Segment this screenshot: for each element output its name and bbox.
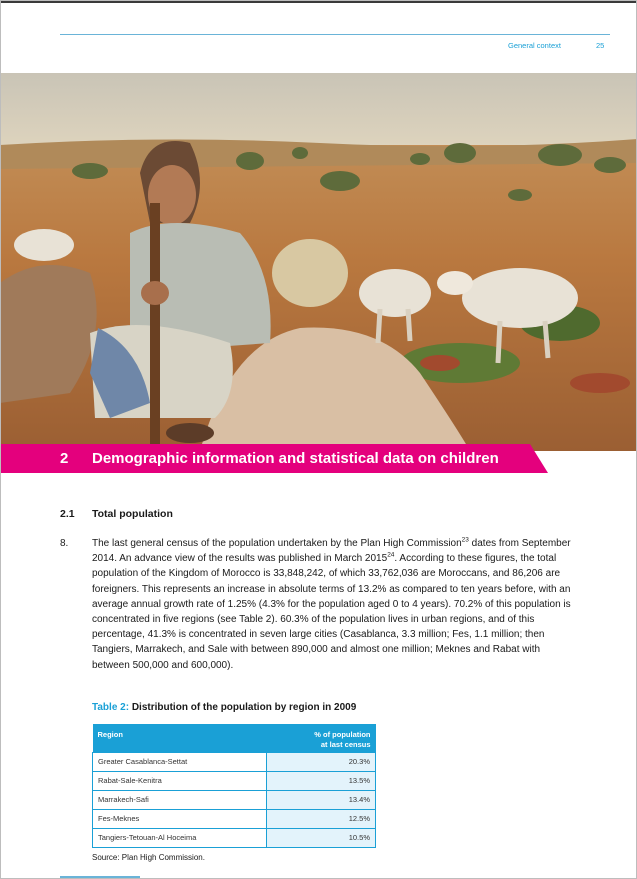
body-paragraph [92, 536, 578, 673]
cell-percent: 20.3% [267, 752, 376, 771]
table-label: Table 2: [92, 702, 130, 713]
col-header-region: Region [93, 724, 267, 752]
table-row [93, 771, 376, 790]
population-table [92, 724, 376, 848]
table-row [93, 809, 376, 828]
running-header: General context [508, 41, 561, 50]
footnote-rule [60, 876, 140, 878]
photo-girl-with-sheep [0, 73, 637, 451]
table-header-row [93, 724, 376, 752]
chapter-banner [0, 444, 550, 473]
top-border [0, 0, 637, 3]
page-number: 25 [596, 41, 605, 50]
chapter-number: 2 [60, 450, 69, 467]
table-row [93, 828, 376, 847]
table-title: Distribution of the population by region in 2009 [129, 702, 357, 713]
subsection-title: Total population [92, 508, 173, 520]
cell-region: Marrakech-Safi [93, 790, 267, 809]
footnote-ref-23[interactable]: 23 [461, 536, 469, 544]
subsection-number: 2.1 [60, 508, 75, 520]
cell-percent: 13.5% [267, 771, 376, 790]
footnote-ref-24[interactable]: 24 [387, 551, 395, 559]
paragraph-text-1: The last general census of the population undertaken by the Plan High Commission [92, 538, 462, 549]
cell-region: Fes-Meknes [93, 809, 267, 828]
header-rule [60, 34, 610, 35]
col-header-percent-line1: % of population [314, 730, 371, 739]
col-header-percent-line2: at last census [320, 740, 371, 749]
cell-percent: 10.5% [267, 828, 376, 847]
cell-region: Greater Casablanca-Settat [93, 752, 267, 771]
cell-region: Tangiers-Tetouan-Al Hoceima [93, 828, 267, 847]
table-row [93, 790, 376, 809]
table-caption [92, 702, 356, 713]
paragraph-text-2: dates from September 2014. An advance view of the results was published in March 2015 [92, 538, 571, 565]
chapter-title: Demographic information and statistical data on children [92, 450, 499, 467]
table-row [93, 752, 376, 771]
paragraph-text-3: . According to these figures, the total population of the Kingdom of Morocco is 33,848,242, of which 33,762,036 are Moroccans, and 86,206 are foreigners. This represents an increase in absolute terms of 13.2% as compared to ten years before, with an average annual growth rate of 1.25% (4.3% for the population aged 0 to 4 years). 70.2% of this population is concentrated in five regions (see Table 2). 60.3% of the population lives in urban regions, and of this percentage, 41.3% is concentrated in seven large cities (Casablanca, 3.3 million; Fes, 1.1 million; then Tangiers, Marrakech, and Sale with between 890,000 and almost one million; Meknes and Rabat with between 500,000 and 600,000). [92, 553, 571, 671]
cell-region: Rabat-Sale-Kenitra [93, 771, 267, 790]
paragraph-number: 8. [60, 538, 69, 549]
col-header-percent [267, 724, 376, 752]
table-source: Source: Plan High Commission. [92, 853, 205, 862]
cell-percent: 13.4% [267, 790, 376, 809]
cell-percent: 12.5% [267, 809, 376, 828]
